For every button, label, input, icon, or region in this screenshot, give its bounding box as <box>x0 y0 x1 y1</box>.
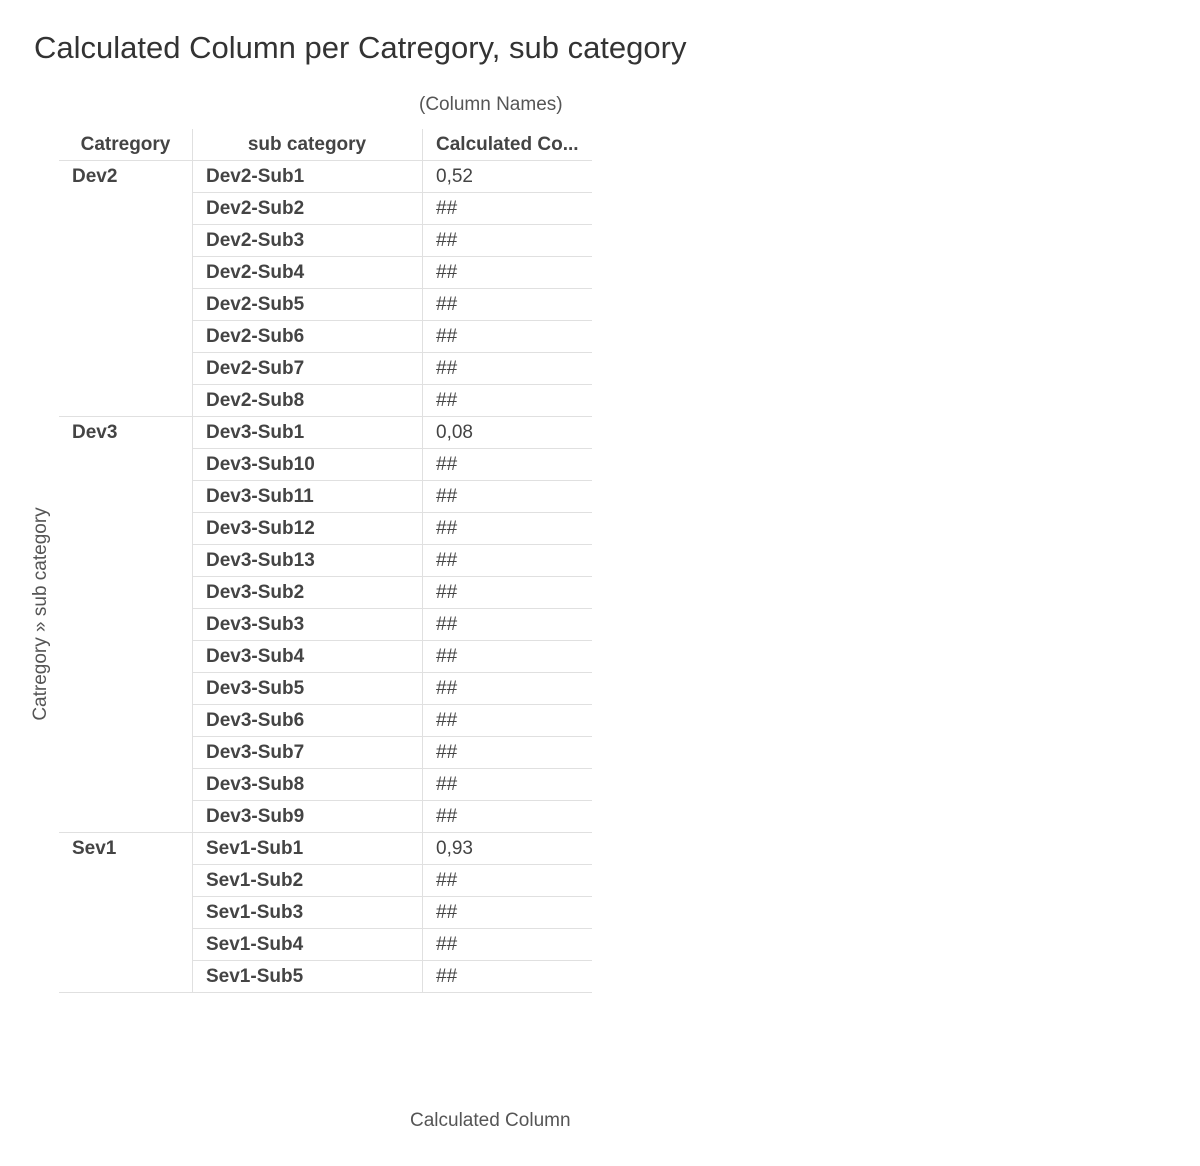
table-row[interactable] <box>192 481 592 513</box>
subcategory-cell: Dev3-Sub5 <box>206 678 305 699</box>
subcategory-cell: Dev3-Sub12 <box>206 518 315 539</box>
subcategory-cell: Dev3-Sub3 <box>206 614 305 635</box>
table-row[interactable] <box>192 225 592 257</box>
value-cell: ## <box>436 358 458 379</box>
value-cell: ## <box>436 294 458 315</box>
value-cell: ## <box>436 774 458 795</box>
value-cell: ## <box>436 902 458 923</box>
header-calculated-column[interactable]: Calculated Co... <box>422 129 592 161</box>
table-row[interactable] <box>192 737 592 769</box>
subcategory-cell: Dev2-Sub8 <box>206 390 305 411</box>
subcategory-cell: Dev3-Sub1 <box>206 422 305 443</box>
subcategory-cell: Dev2-Sub4 <box>206 262 305 283</box>
subcategory-cell: Sev1-Sub1 <box>206 838 304 859</box>
subcategory-cell: Dev3-Sub8 <box>206 774 305 795</box>
chart-title: Calculated Column per Catregory, sub category <box>34 30 687 65</box>
value-cell: 0,52 <box>436 166 473 187</box>
bottom-measure-label: Calculated Column <box>410 1110 571 1131</box>
value-cell: ## <box>436 870 458 891</box>
value-cell: 0,93 <box>436 838 473 859</box>
subcategory-cell: Sev1-Sub4 <box>206 934 304 955</box>
value-cell: ## <box>436 550 458 571</box>
table-row[interactable] <box>192 193 592 225</box>
subcategory-cell: Dev3-Sub7 <box>206 742 305 763</box>
category-label[interactable]: Dev3 <box>72 422 118 443</box>
table-row[interactable] <box>192 673 592 705</box>
value-cell: ## <box>436 582 458 603</box>
value-cell: ## <box>436 966 458 987</box>
table-row[interactable] <box>192 321 592 353</box>
value-cell: ## <box>436 806 458 827</box>
value-cell: ## <box>436 934 458 955</box>
value-cell: ## <box>436 390 458 411</box>
subcategory-cell: Dev2-Sub6 <box>206 326 305 347</box>
table-row[interactable] <box>192 417 592 449</box>
value-cell: ## <box>436 646 458 667</box>
value-cell: ## <box>436 454 458 475</box>
subcategory-cell: Dev3-Sub6 <box>206 710 305 731</box>
subcategory-cell: Dev2-Sub7 <box>206 358 305 379</box>
table-row[interactable] <box>192 641 592 673</box>
subcategory-cell: Sev1-Sub3 <box>206 902 304 923</box>
table-row[interactable] <box>192 385 592 417</box>
value-cell: ## <box>436 710 458 731</box>
crosstab-table <box>59 129 592 994</box>
table-row[interactable] <box>192 801 592 833</box>
category-label[interactable]: Sev1 <box>72 838 117 859</box>
subcategory-cell: Dev2-Sub1 <box>206 166 305 187</box>
subcategory-cell: Dev3-Sub10 <box>206 454 315 475</box>
table-row[interactable] <box>192 449 592 481</box>
subcategory-cell: Dev2-Sub3 <box>206 230 305 251</box>
category-separator <box>59 992 192 993</box>
value-cell: ## <box>436 742 458 763</box>
table-row[interactable] <box>192 769 592 801</box>
value-cell: ## <box>436 262 458 283</box>
subcategory-cell: Dev2-Sub2 <box>206 198 305 219</box>
value-cell: ## <box>436 198 458 219</box>
header-category[interactable]: Catregory <box>59 129 192 161</box>
category-label[interactable]: Dev2 <box>72 166 118 187</box>
subcategory-cell: Dev3-Sub4 <box>206 646 305 667</box>
table-row[interactable] <box>192 545 592 577</box>
table-row[interactable] <box>192 961 592 993</box>
subcategory-cell: Dev3-Sub2 <box>206 582 305 603</box>
table-row[interactable] <box>192 577 592 609</box>
subcategory-cell: Dev2-Sub5 <box>206 294 305 315</box>
table-row[interactable] <box>192 929 592 961</box>
table-row[interactable] <box>192 705 592 737</box>
subcategory-cell: Sev1-Sub2 <box>206 870 304 891</box>
table-row[interactable] <box>192 897 592 929</box>
table-row[interactable] <box>192 865 592 897</box>
subcategory-cell: Dev3-Sub11 <box>206 486 314 507</box>
value-cell: ## <box>436 518 458 539</box>
subcategory-cell: Dev3-Sub13 <box>206 550 315 571</box>
subcategory-cell: Dev3-Sub9 <box>206 806 305 827</box>
subcategory-cell: Sev1-Sub5 <box>206 966 304 987</box>
column-axis-label: (Column Names) <box>419 94 563 115</box>
value-cell: 0,08 <box>436 422 473 443</box>
value-cell: ## <box>436 486 458 507</box>
value-cell: ## <box>436 230 458 251</box>
row-axis-label: Catregory » sub category <box>30 507 51 721</box>
table-row[interactable] <box>192 833 592 865</box>
table-row[interactable] <box>192 289 592 321</box>
value-cell: ## <box>436 678 458 699</box>
table-row[interactable] <box>192 609 592 641</box>
table-row[interactable] <box>192 161 592 193</box>
header-subcategory[interactable]: sub category <box>192 129 422 161</box>
table-row[interactable] <box>192 353 592 385</box>
table-row[interactable] <box>192 513 592 545</box>
value-cell: ## <box>436 614 458 635</box>
table-row[interactable] <box>192 257 592 289</box>
value-cell: ## <box>436 326 458 347</box>
